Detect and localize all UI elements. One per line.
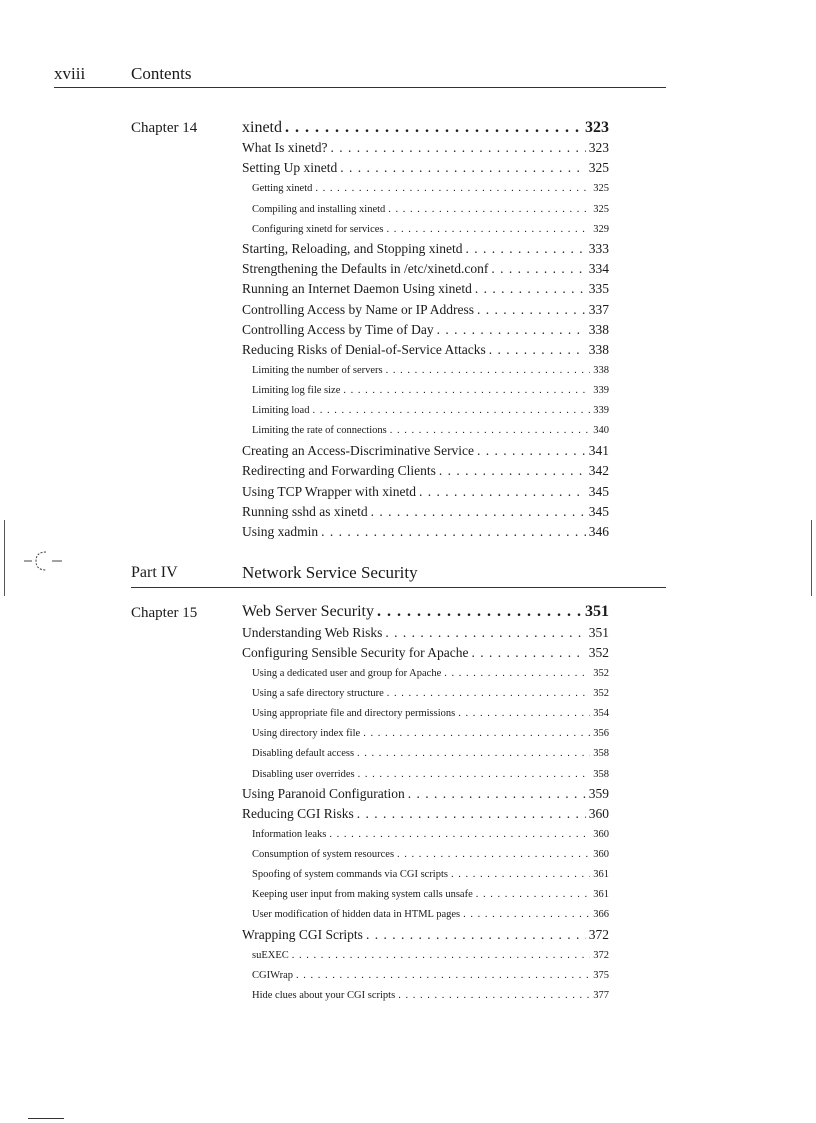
toc-entry-title: Reducing Risks of Denial-of-Service Attacks — [242, 342, 486, 357]
toc-subentry[interactable] — [252, 222, 609, 238]
toc-entry[interactable] — [242, 140, 609, 156]
dot-leader — [419, 484, 586, 500]
toc-subentry[interactable] — [252, 686, 609, 702]
toc-entry-page: 323 — [588, 140, 609, 155]
toc-entry-page: 333 — [588, 241, 609, 256]
toc-entry-title: Creating an Access-Discriminative Service — [242, 443, 475, 458]
toc-entry[interactable] — [242, 281, 609, 297]
dot-leader — [357, 806, 586, 822]
toc-entry-title: Wrapping CGI Scripts — [242, 927, 363, 942]
dot-leader — [340, 160, 586, 176]
toc-entry-page: 325 — [588, 160, 609, 175]
toc-entry-page: 335 — [588, 281, 609, 296]
toc-subentry[interactable] — [252, 887, 609, 903]
bottom-crop-rule — [28, 1118, 64, 1119]
toc-subentry-page: 339 — [593, 385, 609, 396]
toc-subentry-title: Using directory index file — [252, 728, 361, 739]
toc-subentry[interactable] — [252, 726, 609, 742]
toc-subentry-page: 361 — [593, 889, 609, 900]
toc-entry[interactable] — [242, 625, 609, 641]
toc-heading-web-server-security[interactable] — [242, 604, 609, 620]
toc-entry-page: 346 — [588, 524, 609, 539]
toc-entry-page: 342 — [588, 463, 609, 478]
toc-subentry-title: suEXEC — [252, 950, 289, 961]
toc-subentry[interactable] — [252, 988, 609, 1004]
toc-subentry-title: Spoofing of system commands via CGI scripts — [252, 869, 448, 880]
toc-entry-page: 345 — [588, 504, 609, 519]
toc-subentry-page: 360 — [593, 849, 609, 860]
toc-subentry[interactable] — [252, 363, 609, 379]
toc-entry[interactable] — [242, 463, 609, 479]
toc-subentry-page: 329 — [593, 224, 609, 235]
dot-leader — [398, 988, 590, 1004]
toc-subentry-title: Consumption of system resources — [252, 849, 395, 860]
toc-entry-page: 337 — [588, 302, 609, 317]
toc-subentry-title: Limiting the rate of connections — [252, 425, 387, 436]
toc-entry[interactable] — [242, 160, 609, 176]
toc-entry-title: Controlling Access by Time of Day — [242, 322, 434, 337]
toc-subentry-title: Disabling default access — [252, 748, 355, 759]
dot-leader — [477, 443, 586, 459]
dot-leader — [363, 726, 590, 742]
header-rule — [54, 87, 666, 88]
toc-subentry-page: 360 — [593, 829, 609, 840]
dot-leader — [386, 363, 591, 379]
toc-entry-title: Setting Up xinetd — [242, 160, 338, 175]
toc-subentry-title: Getting xinetd — [252, 183, 313, 194]
dot-leader — [463, 907, 590, 923]
toc-entry-title: Redirecting and Forwarding Clients — [242, 463, 436, 478]
toc-entry-title: Strengthening the Defaults in /etc/xinetd.conf — [242, 261, 489, 276]
toc-subentry[interactable] — [252, 423, 609, 439]
part-rule — [131, 587, 666, 588]
toc-subentry-title: Keeping user input from making system calls unsafe — [252, 889, 473, 900]
toc-subentry-title: Compiling and installing xinetd — [252, 204, 386, 215]
toc-entry-title: Starting, Reloading, and Stopping xinetd — [242, 241, 463, 256]
toc-subentry-title: Using a safe directory structure — [252, 688, 384, 699]
toc-entry-title: Running an Internet Daemon Using xinetd — [242, 281, 472, 296]
toc-subentry-page: 325 — [593, 204, 609, 215]
toc-entry-title: Reducing CGI Risks — [242, 806, 354, 821]
toc-entry-title: Understanding Web Risks — [242, 625, 383, 640]
dot-leader — [408, 786, 586, 802]
dot-leader — [476, 887, 591, 903]
toc-subentry-page: 356 — [593, 728, 609, 739]
running-head — [54, 64, 666, 88]
toc-entry[interactable] — [242, 241, 609, 257]
chapter-15-label: Chapter 15 — [131, 605, 198, 621]
toc-entry-title: Running sshd as xinetd — [242, 504, 368, 519]
toc-entry[interactable] — [242, 484, 609, 500]
toc-entry-title: Controlling Access by Name or IP Address — [242, 302, 474, 317]
running-head-title: Contents — [131, 64, 192, 83]
toc-subentry[interactable] — [252, 181, 609, 197]
dot-leader — [312, 403, 590, 419]
dot-leader — [475, 281, 586, 297]
toc-subentry[interactable] — [252, 907, 609, 923]
toc-subentry[interactable] — [252, 202, 609, 218]
toc-subentry-page: 354 — [593, 708, 609, 719]
toc-subentry[interactable] — [252, 746, 609, 762]
toc-entry-title: Configuring Sensible Security for Apache — [242, 645, 469, 660]
toc-heading-xinetd[interactable] — [242, 120, 609, 136]
toc-subentry-page: 358 — [593, 769, 609, 780]
dot-leader — [458, 706, 590, 722]
dot-leader — [388, 202, 590, 218]
toc-entry[interactable] — [242, 786, 609, 802]
toc-entry-page: 345 — [588, 484, 609, 499]
toc-subentry[interactable] — [252, 827, 609, 843]
toc-subentry-page: 352 — [593, 668, 609, 679]
dot-leader — [296, 968, 590, 984]
toc-subentry-page: 361 — [593, 869, 609, 880]
toc-entry[interactable] — [242, 302, 609, 318]
dot-leader — [315, 181, 590, 197]
toc-entry-page: 338 — [588, 342, 609, 357]
toc-subentry-title: Hide clues about your CGI scripts — [252, 990, 396, 1001]
toc-entry[interactable] — [242, 504, 609, 520]
toc-subentry-title: Limiting the number of servers — [252, 365, 383, 376]
dot-leader — [292, 948, 591, 964]
crop-mark-left — [4, 520, 5, 596]
dot-leader — [357, 746, 590, 762]
toc-subentry-page: 372 — [593, 950, 609, 961]
dot-leader — [385, 625, 585, 641]
dot-leader — [371, 504, 586, 520]
toc-entry-page: 359 — [588, 786, 609, 801]
toc-entry[interactable] — [242, 806, 609, 822]
dot-leader — [477, 302, 586, 318]
toc-subentry[interactable] — [252, 847, 609, 863]
toc-subentry-page: 375 — [593, 970, 609, 981]
toc-entry-page: 334 — [588, 261, 609, 276]
toc-subentry[interactable] — [252, 666, 609, 682]
toc-subentry-title: Limiting log file size — [252, 385, 341, 396]
toc-entry-title: Using TCP Wrapper with xinetd — [242, 484, 416, 499]
dot-leader — [439, 463, 586, 479]
toc-subentry-page: 340 — [593, 425, 609, 436]
dot-leader — [491, 261, 585, 277]
toc-subentry-page: 339 — [593, 405, 609, 416]
toc-heading-page: 351 — [585, 604, 609, 620]
toc-entry-page: 338 — [588, 322, 609, 337]
toc-entry[interactable] — [242, 443, 609, 459]
toc-subentry-page: 352 — [593, 688, 609, 699]
part-4-title[interactable]: Network Service Security — [242, 563, 418, 582]
toc-subentry[interactable] — [252, 767, 609, 783]
toc-entry[interactable] — [242, 927, 609, 943]
toc-entry[interactable] — [242, 322, 609, 338]
dot-leader — [343, 383, 590, 399]
toc-subentry-title: Disabling user overrides — [252, 769, 355, 780]
toc-subentry[interactable] — [252, 706, 609, 722]
toc-heading-title: xinetd — [242, 120, 282, 136]
toc-subentry[interactable] — [252, 948, 609, 964]
toc-subentry-page: 366 — [593, 909, 609, 920]
toc-subentry-title: Using appropriate file and directory permissions — [252, 708, 456, 719]
part-4-label: Part IV — [131, 564, 178, 581]
toc-subentry-page: 358 — [593, 748, 609, 759]
dot-leader — [387, 222, 591, 238]
dot-leader — [321, 524, 586, 540]
toc-subentry-title: Configuring xinetd for services — [252, 224, 384, 235]
toc-entry-page: 352 — [588, 645, 609, 660]
dot-leader — [285, 120, 582, 136]
dot-leader — [387, 686, 590, 702]
toc-subentry[interactable] — [252, 383, 609, 399]
toc-entry-page: 372 — [588, 927, 609, 942]
toc-entry-title: Using xadmin — [242, 524, 319, 539]
dot-leader — [377, 604, 582, 620]
toc-subentry[interactable] — [252, 867, 609, 883]
dot-leader — [489, 342, 586, 358]
toc-subentry-title: Information leaks — [252, 829, 327, 840]
toc-subentry-title: User modification of hidden data in HTML pages — [252, 909, 461, 920]
dot-leader — [451, 867, 590, 883]
toc-subentry[interactable] — [252, 403, 609, 419]
crop-mark-right — [811, 520, 812, 596]
toc-entry[interactable] — [242, 342, 609, 358]
dot-leader — [471, 645, 585, 661]
toc-entry[interactable] — [242, 645, 609, 661]
toc-entry-title: What Is xinetd? — [242, 140, 328, 155]
toc-entry-title: Using Paranoid Configuration — [242, 786, 405, 801]
toc-subentry-page: 377 — [593, 990, 609, 1001]
toc-heading-page: 323 — [585, 120, 609, 136]
dot-leader — [397, 847, 590, 863]
toc-entry-page: 341 — [588, 443, 609, 458]
toc-subentry[interactable] — [252, 968, 609, 984]
registration-mark-icon — [24, 548, 64, 578]
page-number: xviii — [54, 64, 86, 83]
toc-entry-page: 360 — [588, 806, 609, 821]
dot-leader — [366, 927, 586, 943]
toc-heading-title: Web Server Security — [242, 604, 374, 620]
toc-entry-page: 351 — [588, 625, 609, 640]
dot-leader — [390, 423, 591, 439]
toc-subentry-title: Limiting load — [252, 405, 310, 416]
toc-subentry-page: 338 — [593, 365, 609, 376]
toc-subentry-title: CGIWrap — [252, 970, 293, 981]
toc-entry[interactable] — [242, 261, 609, 277]
toc-subentry-page: 325 — [593, 183, 609, 194]
dot-leader — [465, 241, 585, 257]
dot-leader — [329, 827, 590, 843]
dot-leader — [358, 767, 591, 783]
toc-subentry-title: Using a dedicated user and group for Apache — [252, 668, 442, 679]
dot-leader — [437, 322, 586, 338]
toc-entry[interactable] — [242, 524, 609, 540]
chapter-14-label: Chapter 14 — [131, 120, 198, 136]
dot-leader — [444, 666, 590, 682]
dot-leader — [330, 140, 585, 156]
